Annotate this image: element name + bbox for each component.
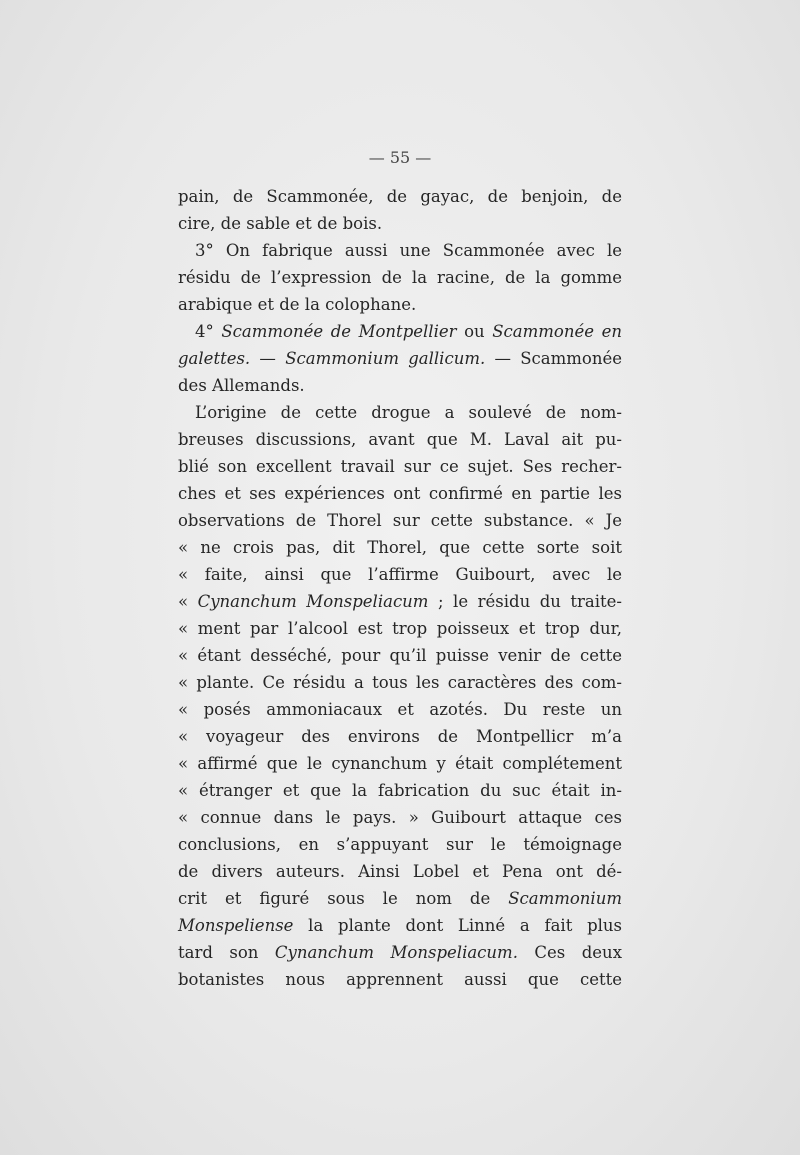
text-segment: ches et ses expériences ont confirmé en partie les	[178, 484, 622, 503]
text-line	[178, 187, 622, 214]
italic-text: Scammonium gallicum.	[285, 349, 486, 368]
italic-text: Scammonée de Montpellier	[221, 322, 457, 341]
text-line	[178, 457, 622, 484]
text-segment: «	[178, 592, 198, 611]
text-segment: L’origine de cette drogue a soulevé de nom-	[195, 403, 622, 422]
text-segment: « ment par l’alcool est trop poisseux et trop dur,	[178, 619, 622, 638]
italic-text: galettes.	[178, 349, 251, 368]
text-segment: cire, de sable et de bois.	[178, 214, 383, 233]
page-number: — 55 —	[368, 148, 432, 167]
text-line	[178, 538, 622, 565]
text-line	[178, 403, 622, 430]
italic-text: Scammonée en	[492, 322, 622, 341]
text-line	[178, 700, 622, 727]
text-line	[178, 565, 622, 592]
text-segment: « connue dans le pays. » Guibourt attaque ces	[178, 808, 622, 827]
text-line	[178, 727, 622, 754]
text-segment: pain, de Scammonée, de gayac, de benjoin, de	[178, 187, 622, 206]
text-line	[178, 754, 622, 781]
text-segment: « affirmé que le cynanchum y était complétement	[178, 754, 622, 773]
text-segment: « étranger et que la fabrication du suc était in-	[178, 781, 622, 800]
text-line	[178, 349, 622, 376]
text-line	[178, 376, 622, 403]
italic-text: Cynanchum Monspeliacum.	[274, 943, 518, 962]
text-line	[178, 889, 622, 916]
text-segment: « posés ammoniacaux et azotés. Du reste un	[178, 700, 622, 719]
page-body	[178, 187, 622, 997]
text-segment: observations de Thorel sur cette substance. « Je	[178, 511, 622, 530]
text-line	[178, 646, 622, 673]
text-line	[178, 808, 622, 835]
text-line	[178, 430, 622, 457]
text-line	[178, 241, 622, 268]
text-segment: 4°	[195, 322, 222, 341]
text-segment: conclusions, en s’appuyant sur le témoignage	[178, 835, 622, 854]
text-segment: breuses discussions, avant que M. Laval ait pu-	[178, 430, 622, 449]
text-line	[178, 781, 622, 808]
text-line	[178, 835, 622, 862]
text-segment: de divers auteurs. Ainsi Lobel et Pena ont dé-	[178, 862, 622, 881]
text-segment: résidu de l’expression de la racine, de la gomme	[178, 268, 622, 287]
text-segment: botanistes nous apprennent aussi que cette	[178, 970, 622, 989]
text-line	[178, 322, 622, 349]
text-line	[178, 673, 622, 700]
text-line	[178, 268, 622, 295]
text-line	[178, 214, 622, 241]
text-segment: « voyageur des environs de Montpellicr m’a	[178, 727, 622, 746]
text-segment: ou	[456, 322, 493, 341]
text-line	[178, 970, 622, 997]
text-segment: blié son excellent travail sur ce sujet. Ses recher-	[178, 457, 622, 476]
text-line	[178, 511, 622, 538]
text-line	[178, 592, 622, 619]
text-segment: des Allemands.	[178, 376, 305, 395]
italic-text: Cynanchum Monspeliacum	[197, 592, 429, 611]
text-segment: 3° On fabrique aussi une Scammonée avec le	[195, 241, 622, 260]
text-segment: « étant desséché, pour qu’il puisse venir de cette	[178, 646, 622, 665]
text-line	[178, 619, 622, 646]
italic-text: Scammonium	[508, 889, 622, 908]
text-segment: crit et figuré sous le nom de	[178, 889, 509, 908]
text-line	[178, 943, 622, 970]
text-line	[178, 484, 622, 511]
text-line	[178, 916, 622, 943]
text-segment: « faite, ainsi que l’affirme Guibourt, avec le	[178, 565, 622, 584]
text-segment: —	[250, 349, 286, 368]
italic-text: Monspeliense	[178, 916, 294, 935]
text-line	[178, 295, 622, 322]
text-segment: arabique et de la colophane.	[178, 295, 417, 314]
text-segment: — Scammonée	[485, 349, 622, 368]
text-segment: ; le résidu du traite-	[428, 592, 623, 611]
text-segment: la plante dont Linné a fait plus	[293, 916, 622, 935]
text-segment: tard son	[178, 943, 275, 962]
text-segment: « plante. Ce résidu a tous les caractères des com-	[178, 673, 622, 692]
text-segment: « ne crois pas, dit Thorel, que cette sorte soit	[178, 538, 622, 557]
text-line	[178, 862, 622, 889]
text-segment: Ces deux	[517, 943, 622, 962]
